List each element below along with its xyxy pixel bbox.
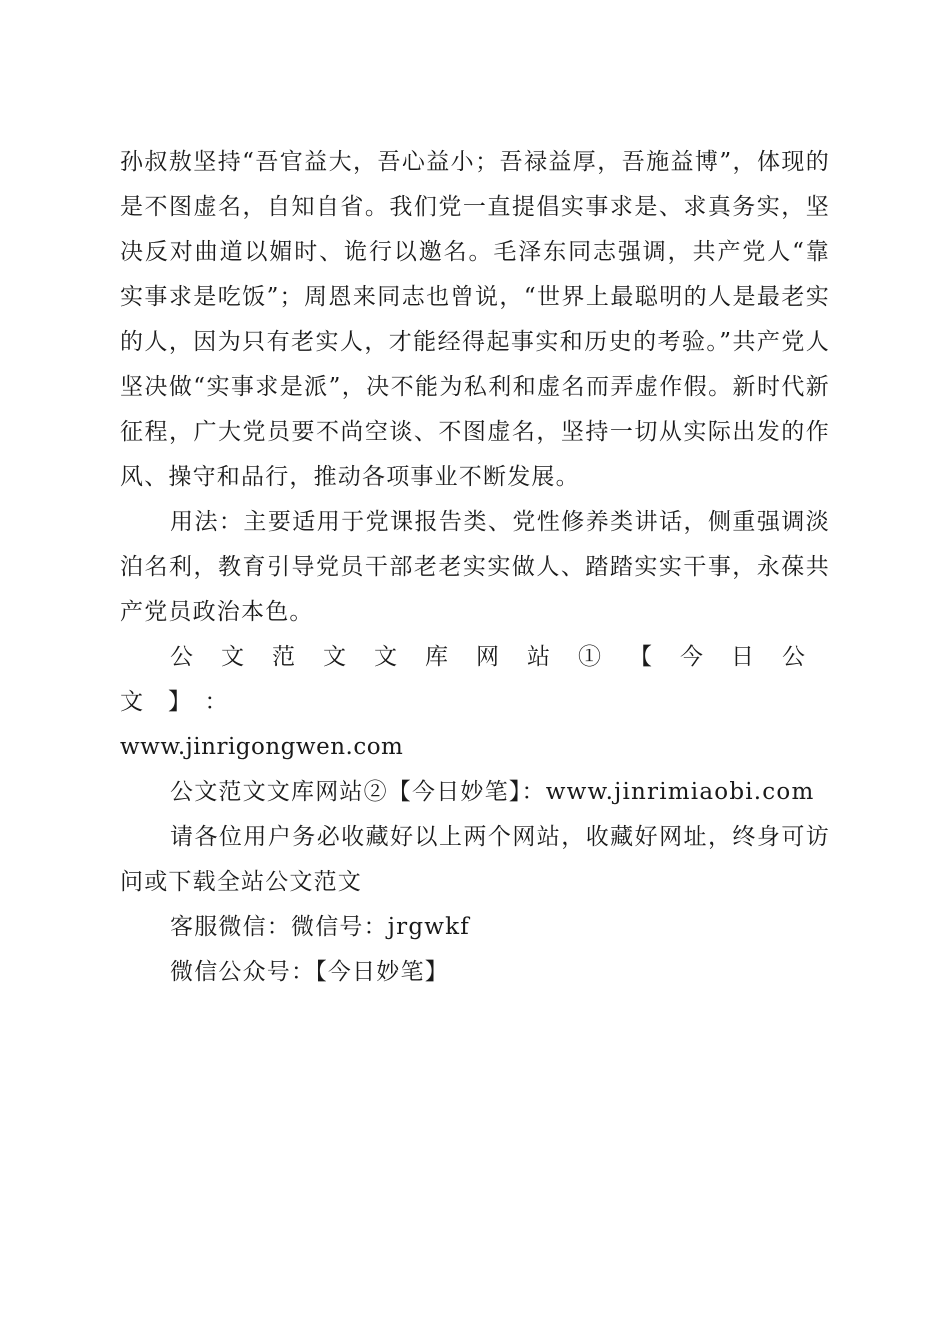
- site1-label: 公文范文文库网站①【今日公文】：: [120, 644, 830, 715]
- site1-url: www.jinrigongwen.com: [120, 734, 404, 760]
- paragraph-usage: 用法：主要适用于党课报告类、党性修养类讲话，侧重强调淡泊名利，教育引导党员干部老老实实做人、踏踏实实干事，永葆共产党员政治本色。: [120, 509, 830, 625]
- service-wechat: 客服微信：微信号：jrgwkf: [170, 914, 470, 940]
- reminder-paragraph: 请各位用户务必收藏好以上两个网站，收藏好网址，终身可访问或下载全站公文范文: [120, 824, 830, 895]
- site2-line: 公文范文文库网站②【今日妙笔】：www.jinrimiaobi.com: [170, 779, 815, 805]
- official-account: 微信公众号：【今日妙笔】: [170, 959, 449, 985]
- paragraph-main: 孙叔敖坚持“吾官益大，吾心益小；吾禄益厚，吾施益博”，体现的是不图虚名，自知自省。我们党一直提倡实事求是、求真务实，坚决反对曲道以媚时、诡行以邀名。毛泽东同志强调，共产党人“靠实事求是吃饭”；周恩来同志也曾说，“世界上最聪明的人是最老实的人，因为只有老实人，才能经得起事实和历史的考验。”共产党人坚决做“实事求是派”，决不能为私利和虚名而弄虚作假。新时代新征程，广大党员要不尚空谈、不图虚名，坚持一切从实际出发的作风、操守和品行，推动各项事业不断发展。: [120, 149, 830, 490]
- document-body: [120, 140, 830, 995]
